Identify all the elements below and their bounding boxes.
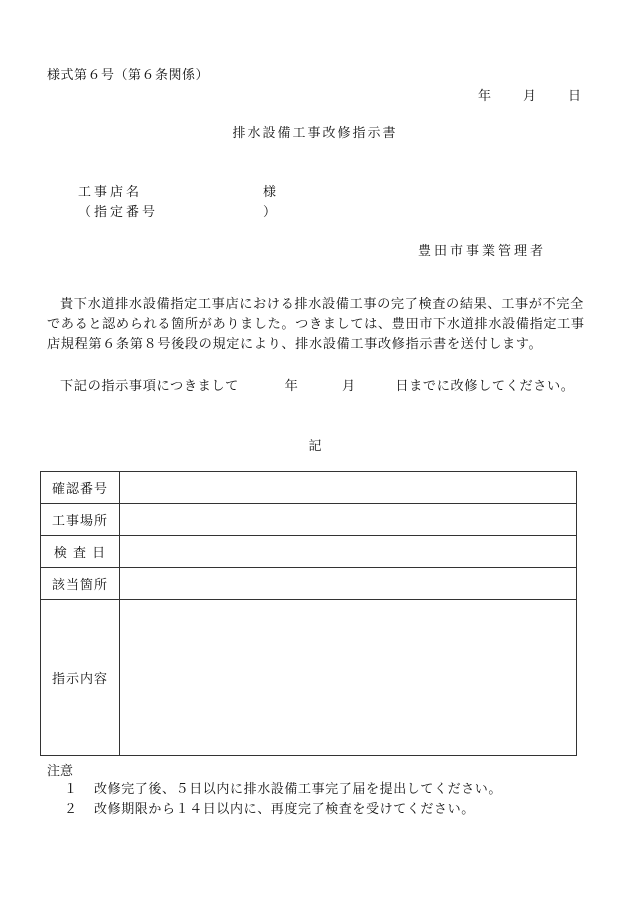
notes-heading: 注意 bbox=[47, 764, 74, 779]
note-item bbox=[64, 798, 475, 817]
deadline-month: 月 bbox=[341, 379, 356, 394]
deadline-year: 年 bbox=[284, 379, 299, 394]
contractor-name-label: 工事店名 bbox=[78, 185, 143, 200]
table-row bbox=[41, 504, 577, 536]
date-month-label: 月 bbox=[523, 89, 537, 104]
work-location-field[interactable] bbox=[120, 504, 577, 536]
table-row bbox=[41, 600, 577, 756]
confirmation-number-field[interactable] bbox=[120, 472, 577, 504]
instruction-table bbox=[40, 471, 577, 756]
note-number: １ bbox=[64, 782, 78, 797]
table-row bbox=[41, 472, 577, 504]
date-day-label: 日 bbox=[568, 89, 582, 104]
row-label-applicable-location: 該当箇所 bbox=[41, 568, 120, 600]
deadline-prefix: 下記の指示事項につきまして bbox=[60, 379, 239, 394]
designation-number-label: （指定番号 bbox=[78, 205, 159, 220]
row-label-work-location: 工事場所 bbox=[41, 504, 120, 536]
note-text: 改修完了後、５日以内に排水設備工事完了届を提出してください。 bbox=[94, 782, 503, 797]
deadline-sentence bbox=[60, 375, 575, 394]
document-title: 排水設備工事改修指示書 bbox=[232, 126, 398, 141]
designation-number-close: ） bbox=[263, 205, 277, 220]
body-paragraph bbox=[47, 295, 587, 355]
applicable-location-field[interactable] bbox=[120, 568, 577, 600]
instruction-content-field[interactable] bbox=[120, 600, 577, 756]
form-number: 様式第６号（第６条関係） bbox=[47, 68, 210, 83]
note-number: ２ bbox=[64, 802, 78, 817]
body-paragraph-text: 貴下水道排水設備指定工事店における排水設備工事の完了検査の結果、工事が不完全であると認められる箇所がありました。つきましては、豊田市下水道排水設備指定工事店規程第６条第８号後段の規定により、排水設備工事改修指示書を送付します。 bbox=[47, 297, 585, 352]
row-label-instruction-content: 指示内容 bbox=[41, 600, 120, 756]
issuer-name: 豊田市事業管理者 bbox=[418, 244, 547, 259]
inspection-date-field[interactable] bbox=[120, 536, 577, 568]
ki-heading: 記 bbox=[308, 439, 322, 454]
table-row bbox=[41, 568, 577, 600]
row-label-inspection-date: 検 査 日 bbox=[41, 536, 120, 568]
note-text: 改修期限から１４日以内に、再度完了検査を受けてください。 bbox=[94, 802, 475, 817]
table-row bbox=[41, 536, 577, 568]
deadline-suffix: 日までに改修してください。 bbox=[395, 379, 575, 394]
note-item bbox=[64, 778, 502, 797]
honorific: 様 bbox=[263, 185, 277, 200]
row-label-confirmation-number: 確認番号 bbox=[41, 472, 120, 504]
date-year-label: 年 bbox=[478, 89, 492, 104]
